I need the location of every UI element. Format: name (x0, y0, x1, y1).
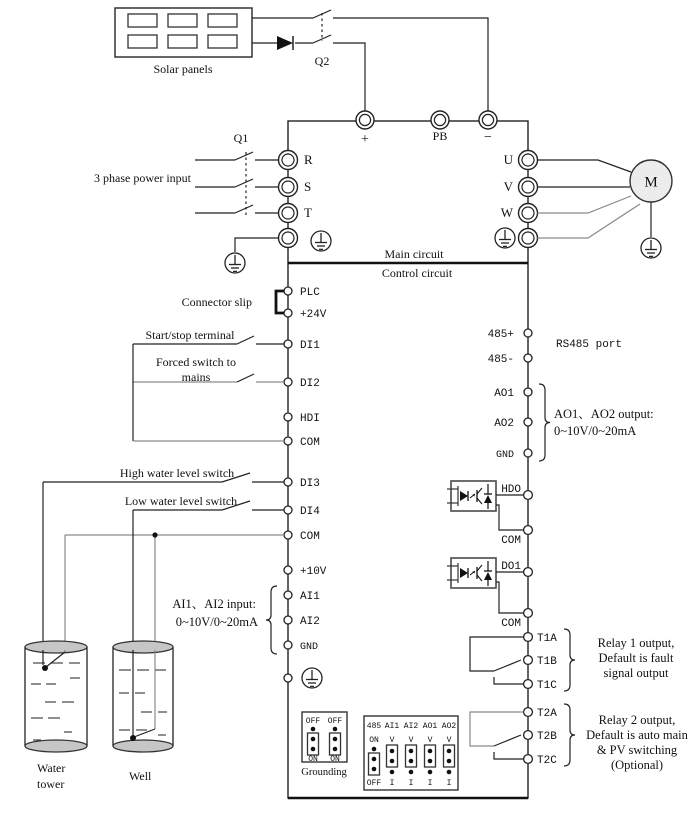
terminal-plus-label: + (361, 132, 369, 147)
ao-brace (539, 384, 550, 461)
solar-panels-label: Solar panels (153, 62, 213, 76)
dip-on-label: ON (369, 736, 379, 745)
power-in-terminals (279, 151, 314, 248)
terminal-t2c-label: T2C (537, 755, 557, 767)
power-out-terminals (501, 151, 538, 248)
terminal-minus-label: − (484, 130, 492, 145)
terminal-pb-label: PB (432, 129, 448, 143)
terminal-u-label: U (503, 152, 513, 167)
terminal-485p-label: 485+ (487, 329, 514, 341)
terminal-ao2-label: AO2 (494, 418, 514, 430)
terminal-com2-label: COM (300, 531, 320, 543)
well-float-contact (130, 735, 136, 741)
breaker-q2-label: Q2 (314, 54, 330, 68)
input-earth-icon (225, 253, 245, 273)
relay2-brace (564, 704, 575, 766)
di4-note: Low water level switch (124, 494, 238, 508)
terminal-com-hdo-label: COM (501, 535, 521, 547)
grounding-off2-label: OFF (327, 717, 343, 726)
di-switch-wiring (133, 336, 284, 441)
io-dip-switch (364, 716, 458, 790)
rs485-note: RS485 port (556, 339, 623, 351)
inverter-box (288, 121, 528, 798)
water-tower (25, 641, 87, 791)
blocking-diode-icon (277, 36, 293, 50)
terminal-t1b-label: T1B (537, 656, 557, 668)
terminal-ai1-label: AI1 (300, 591, 320, 603)
dip-header-ai1: AI1 (384, 722, 400, 731)
terminal-plc-label: PLC (300, 287, 320, 299)
input-earth-wire (235, 238, 279, 252)
terminal-com-do1-label: COM (501, 618, 521, 630)
terminal-t2a-label: T2A (537, 708, 557, 720)
pe-terminal-right-icon (495, 228, 515, 248)
terminal-t1a-label: T1A (537, 633, 557, 645)
pe-terminal-analog-icon (302, 668, 322, 688)
dip-off-label: OFF (366, 779, 382, 788)
terminal-do1-label: DO1 (501, 561, 521, 573)
mains-input-label: 3 phase power input (94, 171, 191, 185)
dip-v1-label: V (389, 736, 395, 745)
terminal-di1-label: DI1 (300, 340, 320, 352)
connector-slip-label: Connector slip (181, 295, 252, 309)
relay2-contact (470, 712, 524, 759)
terminal-hdi-label: HDI (300, 413, 320, 425)
grounding-dip-switch (301, 712, 347, 778)
breaker-q1-label: Q1 (233, 131, 249, 145)
water-tower-label-line1: Water (37, 761, 66, 775)
grounding-on2-label: ON (330, 755, 340, 764)
main-circuit-label: Main circuit (384, 247, 444, 261)
terminal-w-label: W (500, 205, 513, 220)
ai-note-line2: 0~10V/0~20mA (175, 615, 258, 629)
tower-float-contact (42, 665, 48, 671)
well-label: Well (129, 769, 152, 783)
di1-note: Start/stop terminal (145, 328, 235, 342)
dip-i4-label: I (446, 779, 452, 788)
well (113, 641, 173, 783)
motor-label: M (644, 174, 658, 191)
terminal-di3-label: DI3 (300, 478, 320, 490)
grounding-off1-label: OFF (305, 717, 321, 726)
relay1-contact (470, 637, 524, 684)
motor-earth-icon (641, 238, 661, 258)
di3-note: High water level switch (119, 466, 235, 480)
terminal-di4-label: DI4 (300, 506, 320, 518)
dip-i1-label: I (389, 779, 395, 788)
terminal-gnd-right-label: GND (495, 450, 514, 461)
solar-panel (115, 8, 252, 76)
relay1-note-line2: Default is fault (598, 651, 674, 665)
connector-slip-bracket (276, 291, 284, 313)
hdo-optocoupler-icon (447, 481, 496, 511)
terminal-ai2-label: AI2 (300, 616, 320, 628)
do1-optocoupler-icon (447, 558, 496, 588)
terminal-24v-label: +24V (300, 309, 327, 321)
relay1-note-line3: signal output (603, 666, 669, 680)
dip-header-ao2: AO2 (441, 722, 457, 731)
dip-v4-label: V (446, 736, 452, 745)
terminal-gnd-label: GND (300, 642, 319, 653)
dc-terminals (356, 111, 497, 147)
ai-note-line1: AI1、AI2 input: (172, 597, 256, 611)
pe-terminal-left-icon (311, 231, 331, 251)
terminal-10v-label: +10V (300, 566, 327, 578)
terminal-t2b-label: T2B (537, 731, 557, 743)
relay1-brace (564, 629, 575, 691)
ao-note-line1: AO1、AO2 output: (554, 407, 654, 421)
dip-i3-label: I (427, 779, 433, 788)
terminal-r-label: R (304, 152, 313, 167)
dip-header-ao1: AO1 (422, 722, 438, 731)
relay2-note-line2: Default is auto main (586, 728, 688, 742)
di2-note-line2: mains (181, 370, 211, 384)
dip-v3-label: V (427, 736, 433, 745)
terminal-485m-label: 485- (487, 354, 514, 366)
relay2-note-line4: (Optional) (610, 758, 664, 772)
water-tower-label-line2: tower (37, 777, 65, 791)
ai-brace (266, 586, 277, 654)
dip-v2-label: V (408, 736, 414, 745)
relay1-note-line1: Relay 1 output, (597, 636, 675, 650)
grounding-label: Grounding (301, 767, 347, 778)
dip-header-485: 485 (366, 722, 382, 731)
terminal-com1-label: COM (300, 437, 320, 449)
dip-i2-label: I (408, 779, 414, 788)
terminal-t-label: T (304, 205, 312, 220)
relay2-note-line3: & PV switching (596, 743, 678, 757)
mains-input-wiring (195, 152, 279, 216)
opto-wiring (496, 495, 524, 613)
pv-wiring (252, 10, 488, 111)
terminal-v-label: V (503, 179, 513, 194)
com-junction-dot (152, 532, 157, 537)
control-circuit-label: Control circuit (381, 266, 453, 280)
ao-note-line2: 0~10V/0~20mA (554, 424, 637, 438)
terminal-t1c-label: T1C (537, 680, 557, 692)
dip-header-ai2: AI2 (403, 722, 419, 731)
terminal-ao1-label: AO1 (494, 388, 514, 400)
terminal-s-label: S (304, 179, 312, 194)
terminal-di2-label: DI2 (300, 378, 320, 390)
relay2-note-line1: Relay 2 output, (598, 713, 676, 727)
terminal-hdo-label: HDO (501, 484, 521, 496)
left-terminal-circles (284, 287, 292, 682)
grounding-on1-label: ON (308, 755, 318, 764)
di2-note-line1: Forced switch to (156, 355, 236, 369)
